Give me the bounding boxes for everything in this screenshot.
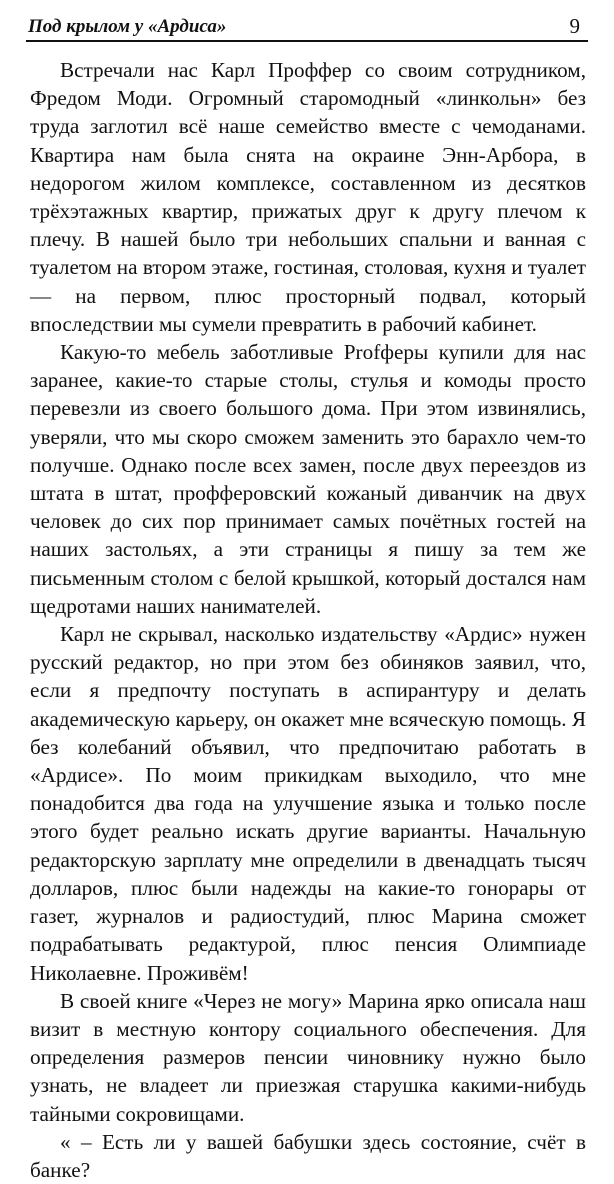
paragraph: В своей книге «Через не могу» Марина ярко описала наш визит в местную контору социального обеспечения. Для определения размеров пенсии чиновнику нужно было узнать, не владеет ли приезжая старушка какими-нибудь тайными сокровищами. <box>30 988 586 1126</box>
page-header <box>26 14 588 42</box>
paragraph: « – Есть ли у вашей бабушки здесь состояние, счёт в банке? <box>30 1129 586 1182</box>
body-text <box>30 56 586 1184</box>
paragraph: Какую-то мебель заботливые Profферы купили для нас заранее, какие-то старые столы, стулья и комоды просто перевезли из своего большого дома. При этом извинялись, уверяли, что мы скоро сможем заменить это барахло чем-то получше. Однако после всех замен, после двух переездов из штата в штат, профферовский кожаный диванчик на двух человек до сих пор принимает самых почётных гостей на наших застольях, а эти страницы я пишу за тем же письменным столом с белой крышкой, который достался нам щедротами наших нанимателей. <box>30 340 586 618</box>
running-title: Под крылом у «Ардиса» <box>28 16 227 37</box>
paragraph: Встречали нас Карл Проффер со своим сотрудником, Фредом Моди. Огромный старомодный «линкольн» без труда заглотил всё наше семейство вместе с чемоданами. Квартира нам была снята на окраине Энн-Арбора, в недорогом жилом комплексе, составленном из десятков трёхэтажных квартир, прижатых друг к другу плечом к плечу. В нашей было три небольших спальни и ванная с туалетом на втором этаже, гостиная, столовая, кухня и туалет — на первом, плюс просторный подвал, который впоследствии мы сумели превратить в рабочий кабинет. <box>30 58 586 336</box>
paragraph: Карл не скрывал, насколько издательству «Ардис» нужен русский редактор, но при этом без обиняков заявил, что, если я предпочту поступать в аспирантуру и делать академическую карьеру, он окажет мне всяческую помощь. Я без колебаний объявил, что предпочитаю работать в «Ардисе». По моим прикидкам выходило, что мне понадобится два года на улучшение языка и только после этого будет реально искать другие варианты. Начальную редакторскую зарплату мне определили в двенадцать тысяч долларов, плюс были надежды на какие-то гонорары от газет, журналов и радиостудий, плюс Марина сможет подрабатывать редактурой, плюс пенсия Олимпиаде Николаевне. Проживём! <box>30 622 586 985</box>
page-number: 9 <box>569 14 580 38</box>
